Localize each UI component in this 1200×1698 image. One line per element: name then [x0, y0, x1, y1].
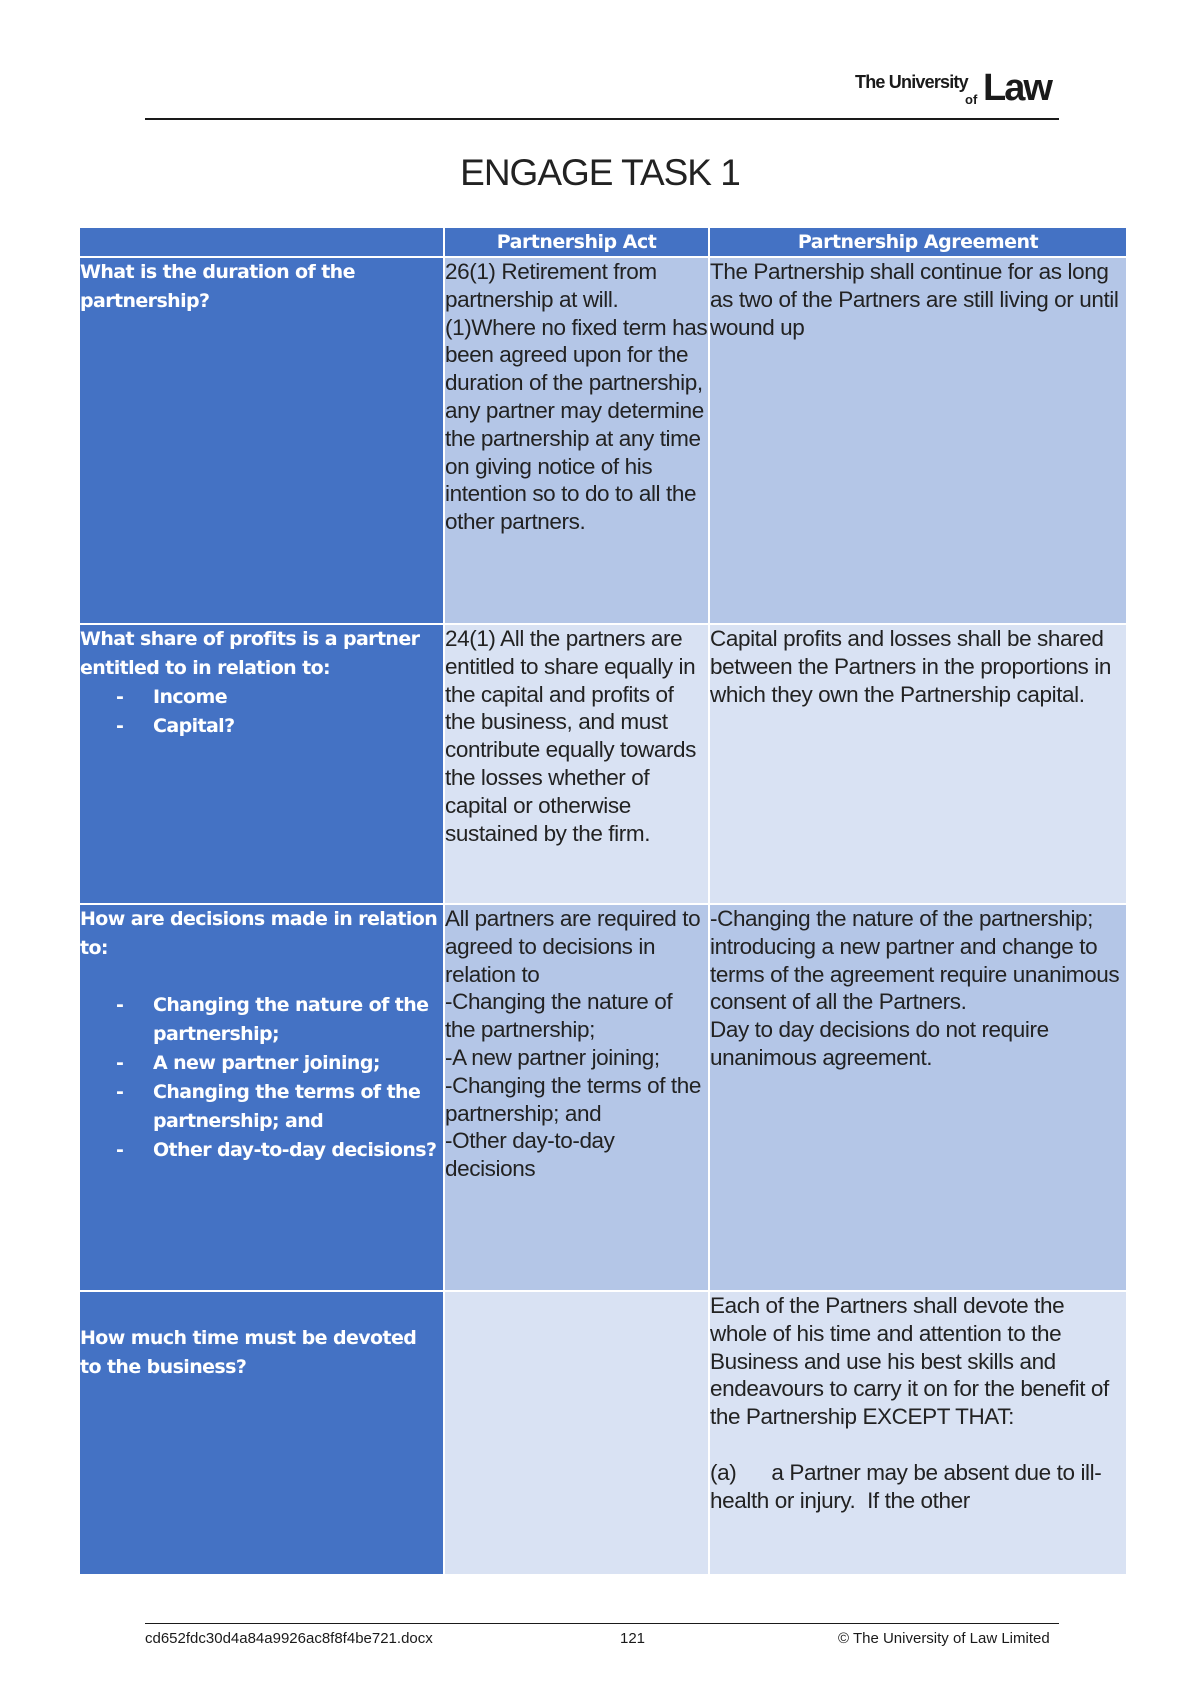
act-line: All partners are required to agreed to decisions in relation to — [445, 906, 701, 987]
agreement-text: Day to day decisions do not require unanimous agreement. — [710, 1017, 1049, 1070]
question-bullet: - Changing the terms of the partnership; and — [116, 1078, 443, 1136]
agreement-text: -Changing the nature of the partnership; introducing a new partner and change to terms of the agreement require unanimous consent of all the Partners. — [710, 906, 1120, 1015]
table-row — [79, 1291, 1127, 1575]
footer-page-number: 121 — [620, 1630, 646, 1647]
question-bullet: - Other day-to-day decisions? — [116, 1136, 443, 1165]
agreement-cell — [709, 1291, 1127, 1575]
act-line: -Changing the nature of the partnership; — [445, 989, 673, 1043]
question-cell — [79, 1291, 444, 1575]
table-header-row — [79, 227, 1127, 257]
question-bullet-list — [80, 991, 443, 1165]
agreement-text: (a) a Partner may be absent due to ill-health or injury. If the other — [710, 1459, 1102, 1513]
question-bullet: - Changing the nature of the partnership; — [116, 991, 443, 1049]
act-line: -Changing the terms of the partnership; and — [445, 1072, 701, 1126]
university-of-law-logo — [855, 67, 1065, 110]
question-text: What share of profits is a partner entitled to in relation to: — [80, 628, 420, 679]
question-cell — [79, 904, 444, 1291]
question-cell — [79, 257, 444, 624]
header-cell-blank — [79, 227, 444, 257]
header-divider — [145, 118, 1059, 120]
act-line: -Other day-to-day decisions — [445, 1128, 615, 1182]
logo-law: Law — [983, 67, 1051, 109]
footer-divider — [145, 1623, 1059, 1624]
header-cell-partnership-act: Partnership Act — [444, 227, 709, 257]
act-text: 24(1) All the partners are entitled to share equally in the capital and profits of the business, and must contribute equally towards the losses whether of capital or otherwise sustained by the firm. — [445, 626, 696, 846]
question-text: How are decisions made in relation to: — [80, 908, 438, 959]
agreement-text: Each of the Partners shall devote the whole of his time and attention to the Business and use his best skills and endeavours to carry it on for the benefit of the Partnership EXCEPT THAT: — [710, 1293, 1109, 1430]
act-text: 26(1) Retirement from partnership at will. (1)Where no fixed term has been agreed upon for the duration of the partnership, any partner may determine the partnership at any time on giving notice of his intention so to do to all the other partners. — [445, 259, 708, 535]
act-cell — [444, 904, 709, 1291]
agreement-text: Capital profits and losses shall be shared between the Partners in the proportions in which they own the Partnership capital. — [710, 626, 1111, 707]
question-cell — [79, 624, 444, 904]
act-cell — [444, 1291, 709, 1575]
footer-filename: cd652fdc30d4a84a9926ac8f8f4be721.docx — [145, 1630, 433, 1647]
question-text: What is the duration of the partnership? — [80, 261, 355, 312]
logo-the-university: The University — [855, 72, 968, 92]
act-line: -A new partner joining; — [445, 1044, 660, 1070]
table-row — [79, 257, 1127, 624]
question-text: How much time must be devoted to the business? — [80, 1327, 417, 1378]
agreement-cell — [709, 257, 1127, 624]
footer-copyright: © The University of Law Limited — [838, 1630, 1050, 1647]
question-bullet: - A new partner joining; — [116, 1049, 443, 1078]
question-bullet-list — [80, 683, 443, 741]
question-bullet: - Income — [116, 683, 443, 712]
agreement-text: The Partnership shall continue for as long as two of the Partners are still living or until wound up — [710, 259, 1119, 340]
question-bullet: - Capital? — [116, 712, 443, 741]
table-row — [79, 624, 1127, 904]
agreement-cell — [709, 624, 1127, 904]
page-title: ENGAGE TASK 1 — [460, 152, 740, 193]
act-cell — [444, 257, 709, 624]
agreement-cell — [709, 904, 1127, 1291]
logo-of: of — [965, 92, 978, 107]
table-row — [79, 904, 1127, 1291]
act-cell — [444, 624, 709, 904]
header-cell-partnership-agreement: Partnership Agreement — [709, 227, 1127, 257]
comparison-table — [78, 226, 1128, 1576]
